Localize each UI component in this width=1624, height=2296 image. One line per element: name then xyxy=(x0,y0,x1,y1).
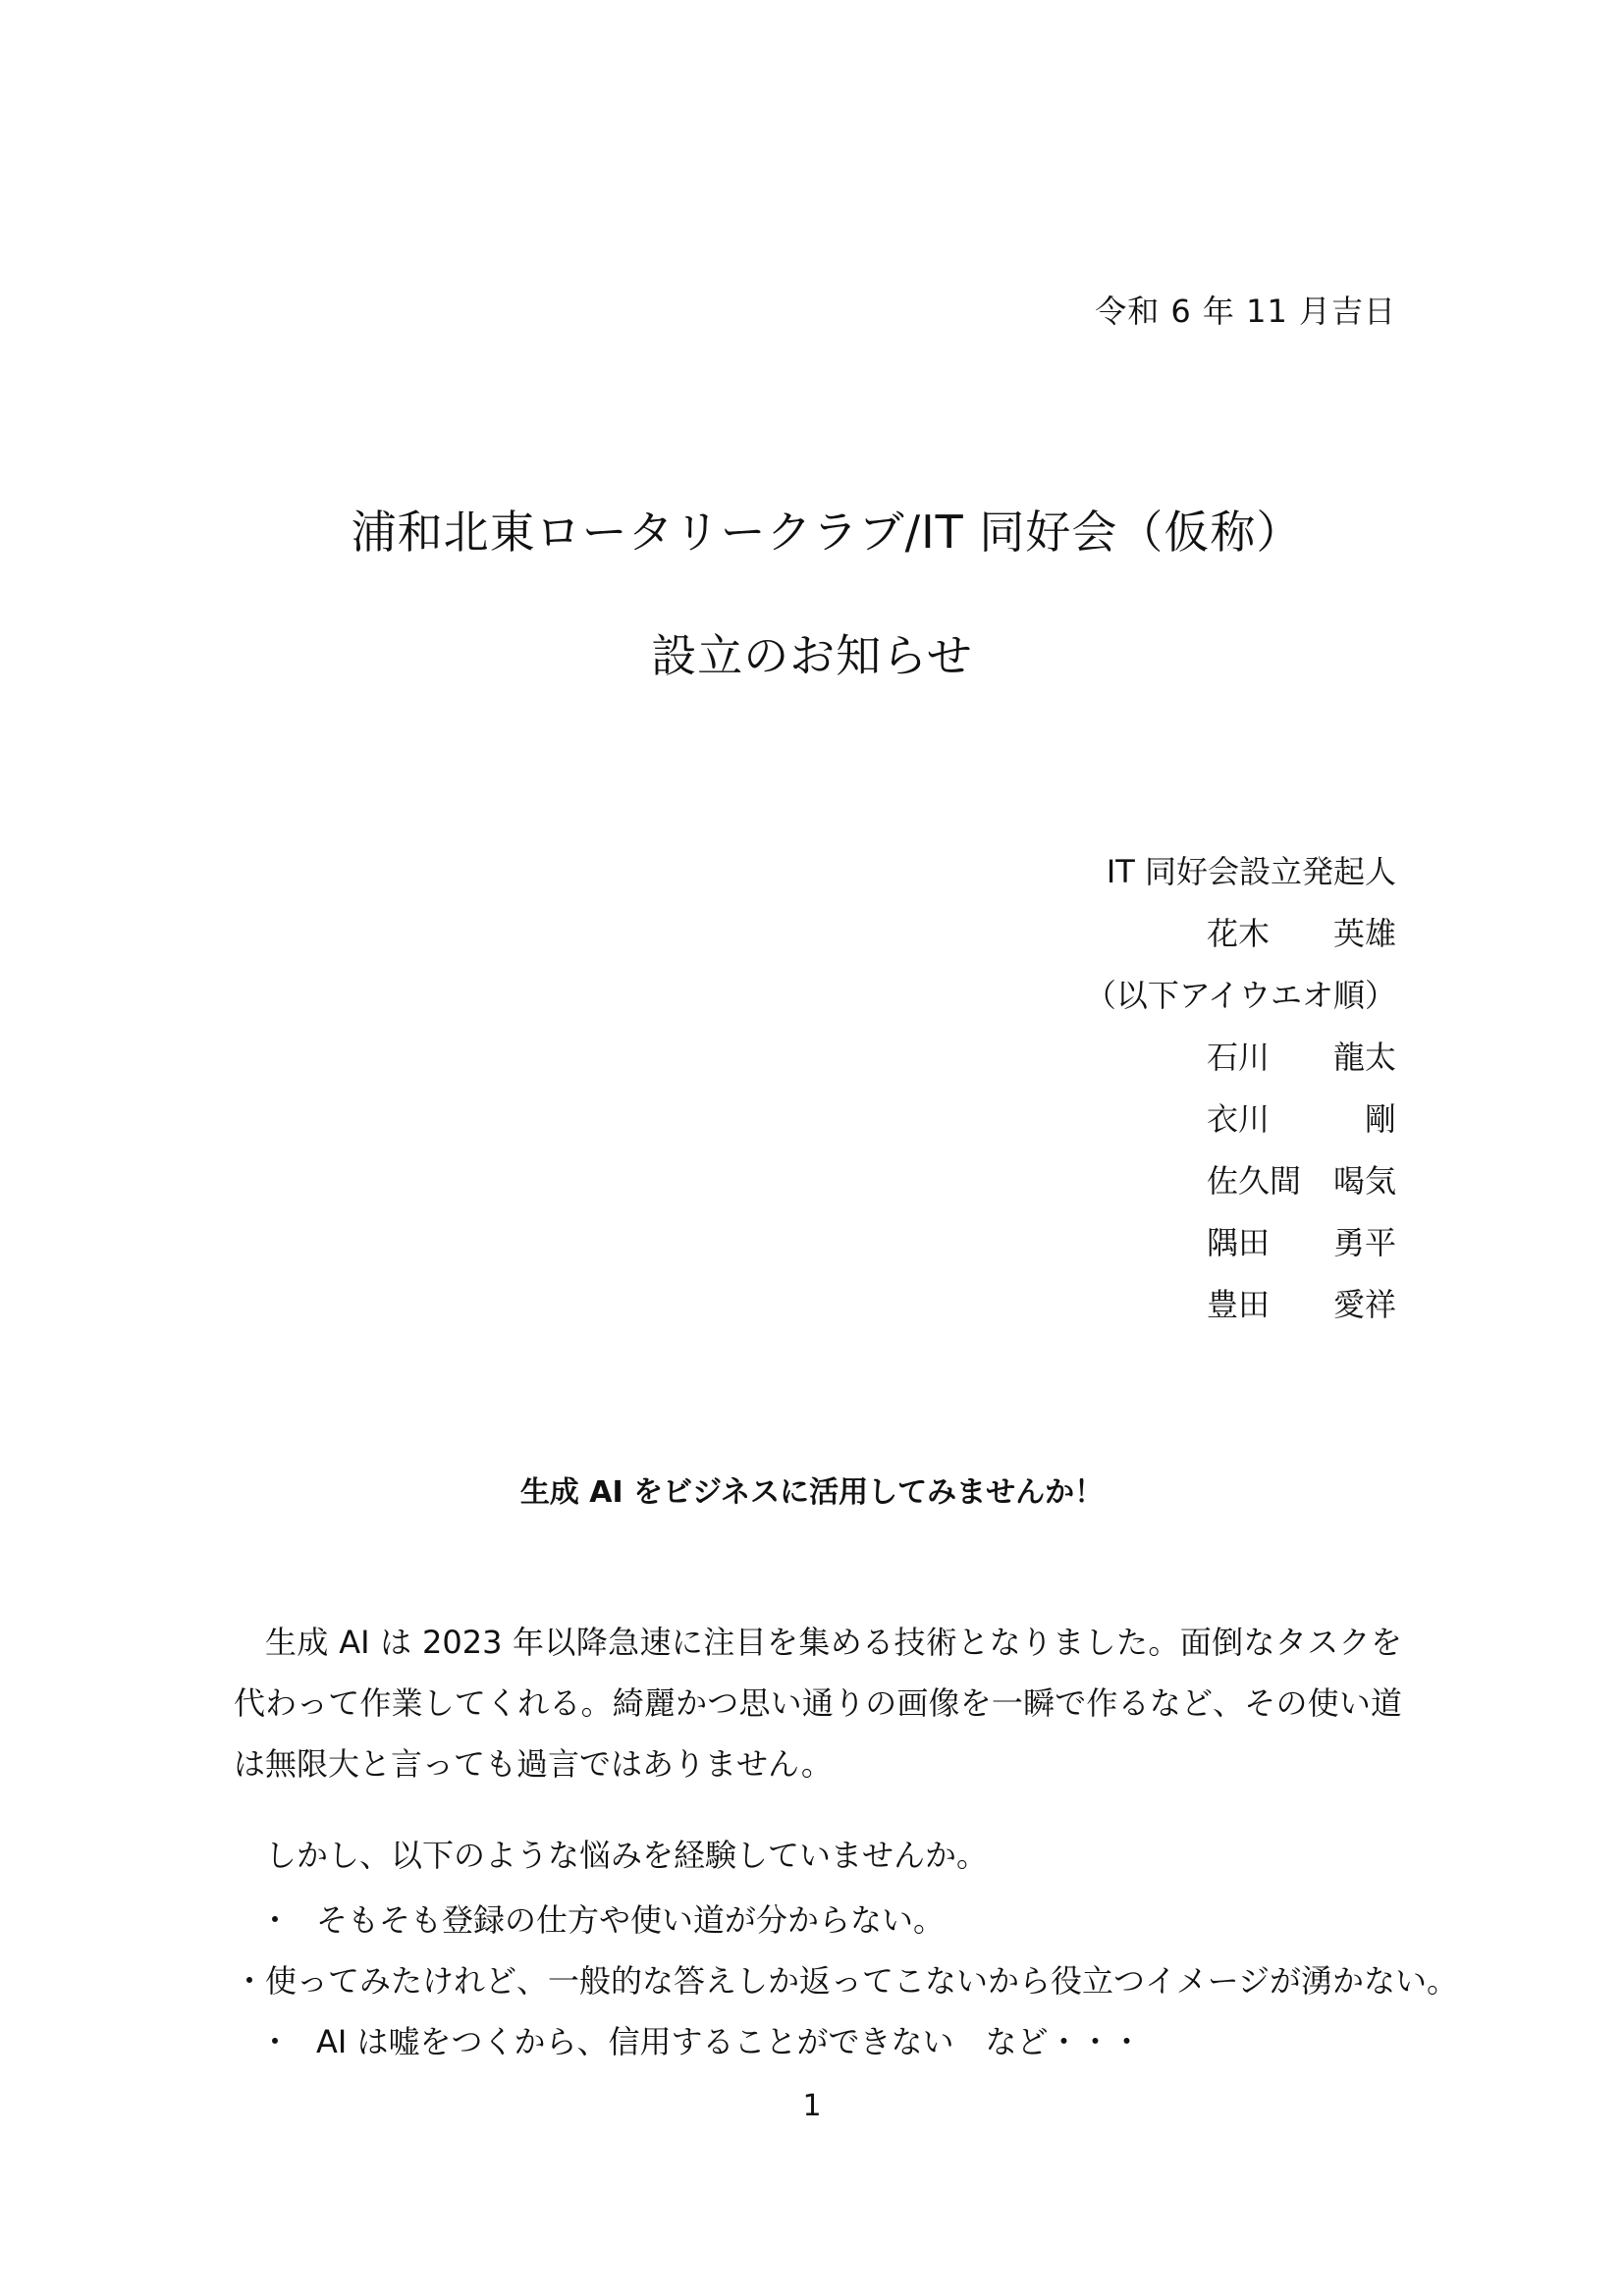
member-family-name: 衣川 xyxy=(1207,1100,1271,1138)
member-given-name: 勇平 xyxy=(1332,1224,1396,1261)
member-name xyxy=(807,1089,1396,1150)
body-paragraph: 生成 AI は 2023 年以降急速に注目を集める技術となりました。面倒なタスクを代わって作業してくれる。綺麗かつ思い通りの画像を一瞬で作るなど、その使い道は無限大と言っても過言ではありません。 xyxy=(234,1624,1402,1783)
order-note: （以下アイウエオ順） xyxy=(1084,977,1396,1014)
list-item xyxy=(234,1950,1459,2011)
list-item-text: 使ってみたけれど、一般的な答えしか返ってこないから役立つイメージが湧かない。 xyxy=(265,1962,1459,2000)
document-subtitle: 設立のお知らせ xyxy=(651,629,973,682)
member-given-name: 龍太 xyxy=(1332,1039,1396,1076)
member-family-name: 石川 xyxy=(1207,1039,1271,1076)
member-given-name: 剛 xyxy=(1364,1100,1396,1138)
member-given-name: 愛祥 xyxy=(1332,1286,1396,1323)
sender-role: IT 同好会設立発起人 xyxy=(1106,853,1396,890)
member-given-name: 喝気 xyxy=(1332,1162,1396,1200)
member-name xyxy=(807,1027,1396,1089)
list-item xyxy=(234,1890,1412,1950)
bullet-mark: ・ xyxy=(234,1962,266,2000)
list-item xyxy=(234,2011,1412,2072)
member-name xyxy=(807,1212,1396,1274)
list-item-text: AI は嘘をつくから、信用することができない など・・・ xyxy=(316,2023,1143,2060)
document-title: 浦和北東ロータリークラブ/IT 同好会（仮称） xyxy=(351,506,1303,559)
founder-family-name: 花木 xyxy=(1207,915,1271,952)
page-number: 1 xyxy=(802,2089,822,2123)
list-item-text: そもそも登録の仕方や使い道が分からない。 xyxy=(316,1901,946,1939)
member-family-name: 隅田 xyxy=(1207,1224,1271,1261)
member-name xyxy=(807,1274,1396,1336)
founder-given-name: 英雄 xyxy=(1332,915,1396,952)
member-family-name: 佐久間 xyxy=(1206,1162,1301,1200)
bullet-mark: ・ xyxy=(258,2023,291,2060)
concerns-list xyxy=(234,1890,1459,2072)
member-family-name: 豊田 xyxy=(1207,1286,1271,1323)
founder-name xyxy=(807,903,1396,965)
bullet-mark: ・ xyxy=(258,1901,291,1939)
section-heading: 生成 AI をビジネスに活用してみませんか！ xyxy=(519,1475,1105,1510)
issue-date: 令和 6 年 11 月吉日 xyxy=(1095,293,1396,330)
member-name xyxy=(807,1150,1396,1212)
sender-block xyxy=(807,841,1396,1336)
concerns-intro: しかし、以下のような悩みを経験していませんか。 xyxy=(265,1837,989,1874)
